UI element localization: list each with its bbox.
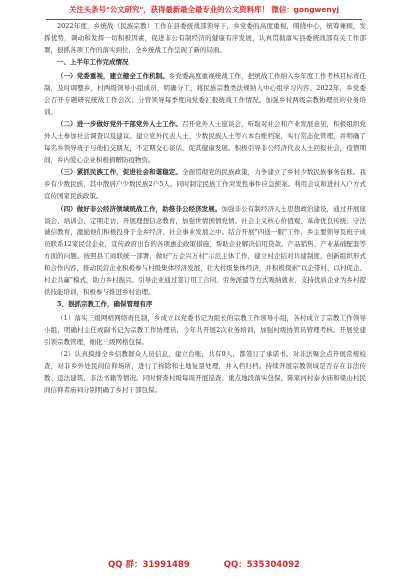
paragraph-body: 全面贯彻党的民族政策，力争建立了乡村少数民族事务台账。我乡有少数民族，其中散居户少数民族2户5人。同时制定民族工作突发性事件应急预案。利用会议和进村入户方式宣传国家民族政策。 [44,168,366,201]
paragraph-lead: （一）党委重视，建立健全工作机制。 [57,72,169,81]
paragraph-believer-survey: （2）认真摸排全乡信教群众人员信息，建立台账，共有9人，都签订了承诺书。对非法聚会点开展常规检查，对非乡外处民间信仰场所，进行了拆除和土地复垦处理，并入档归档。持续开展宗教领域是否存在非法传教、违法建筑、非法书籍等情况。同时督查村级每周开展巡查、重点地段落实包保，陈家河村泰水庙和梁山村民间信仰者庙祠分别明确了乡村干部包保。 [44,350,366,395]
contact-footer [0,558,408,572]
document-body [44,21,366,556]
promo-banner: 关注头条号"公文研究"，获得最新最全最专业的公文资料库！ 微信：gongwenyj [69,5,339,14]
paragraph-private-economy [44,204,366,299]
paragraph-body: 召开党外人士座谈会，听取对社会和产业发展意见，积极组织党外人士参加社会调查以及建议。建立党外代表人士、少数民族人士等六本台账档案，实行常态化管理，并明确了每名乡领导班子与他们交朋友，不定期交心谈话，促其健康发展。积极引导非公经济代表人士回报社会，疫情期间，乡内爱心企业积极捐赠防疫物资。 [44,120,366,164]
paragraph-grid-responsibility: （1）落实三级网格网络责任制，乡成立以党委书记为组长的宗教工作领导小组，各村成立了宗教工作领导小组，明确村主任或副书记为宗教工作协理员，今年共开展2次业务培训，加强村级协管员管理考核。开展党建引领宗教管理，细化三级网格包保。 [44,314,366,347]
paragraph-body: 乡党委高度重视统战工作，把统战工作纳入乡年度工作考核目标责任制，及时调整乡、村两级领导小组成员，明确分工，将民族宗教类法规纳入中心组学习内容。2022年，乡党委会召开专题研究统战工作会次；分管领导每季度向党委汇报统战工作情况。加强乡村两级宗教协理员的业务培训。 [44,72,366,116]
paragraph-lead: （二）进一步做好党外干部党外人士工作。 [57,120,182,129]
header-divider [46,19,362,20]
section-heading-first-half: 一、上半年工作完成情况 [57,58,129,67]
qq-label: QQ：535304092 [223,560,300,570]
paragraph-non-party [44,119,366,167]
paragraph-lead: （三）紧抓民族工作，促进社会和谐稳定。 [57,168,182,177]
paragraph-body: 加强非公有制经济人士思想政治建设，通过开展座谈会、培训会、定期走访，开展理想信念教育，加强世情国情党情、社会主义核心价值观、革命优良传统、守法诚信教育，激励他们积极投身于全乡经济、社会事业发展之中。结合开展"四送一服"工作，乡主要领导及班子成员联系12家民营企业，宣传政府出台的各项惠企政策措施，帮助企业解决信用贷款、产品销售、产业基础配套等方面的问题。按照县工商联统一部署，做好"万企兴万村"示范主体工作，建立村企结对共建制度，创新组织形式和合作内容，推动民营企业积极参与村级集体经济发展，壮大村级集体经济，并积极探索"以企带村、以村促企、村企共赢"模式，助力乡村振兴。引导企业通过签订用工合同、劳务派遣等方式吸纳就业，支持优质企业为乡村提供技能培训，积极参与推进乡村治理。 [44,204,366,296]
qq-group-label: QQ 群：31991489 [108,560,190,570]
intro-paragraph: 2022年度，乡统战（民族宗教）工作在县委统战部领导下，乡党委的高度重视，围绕中心，统筹兼顾，发挥优势，调动和发挥一切积极因素，促进非公有制经济的健康有序发展，认真贯彻落实县委统战部有关工作部署，很抓各项工作的落实到位，全乡统战工作呈现了新的局面。 [44,22,366,54]
section-heading-religion: 5、狠抓宗教工作，确保管理有序 [57,300,153,309]
paragraph-ethnic-work [44,167,366,203]
paragraph-lead: （四）做好非公经济领域统战工作，助推非公经济发展。 [57,204,222,213]
paragraph-party-committee [44,71,366,119]
